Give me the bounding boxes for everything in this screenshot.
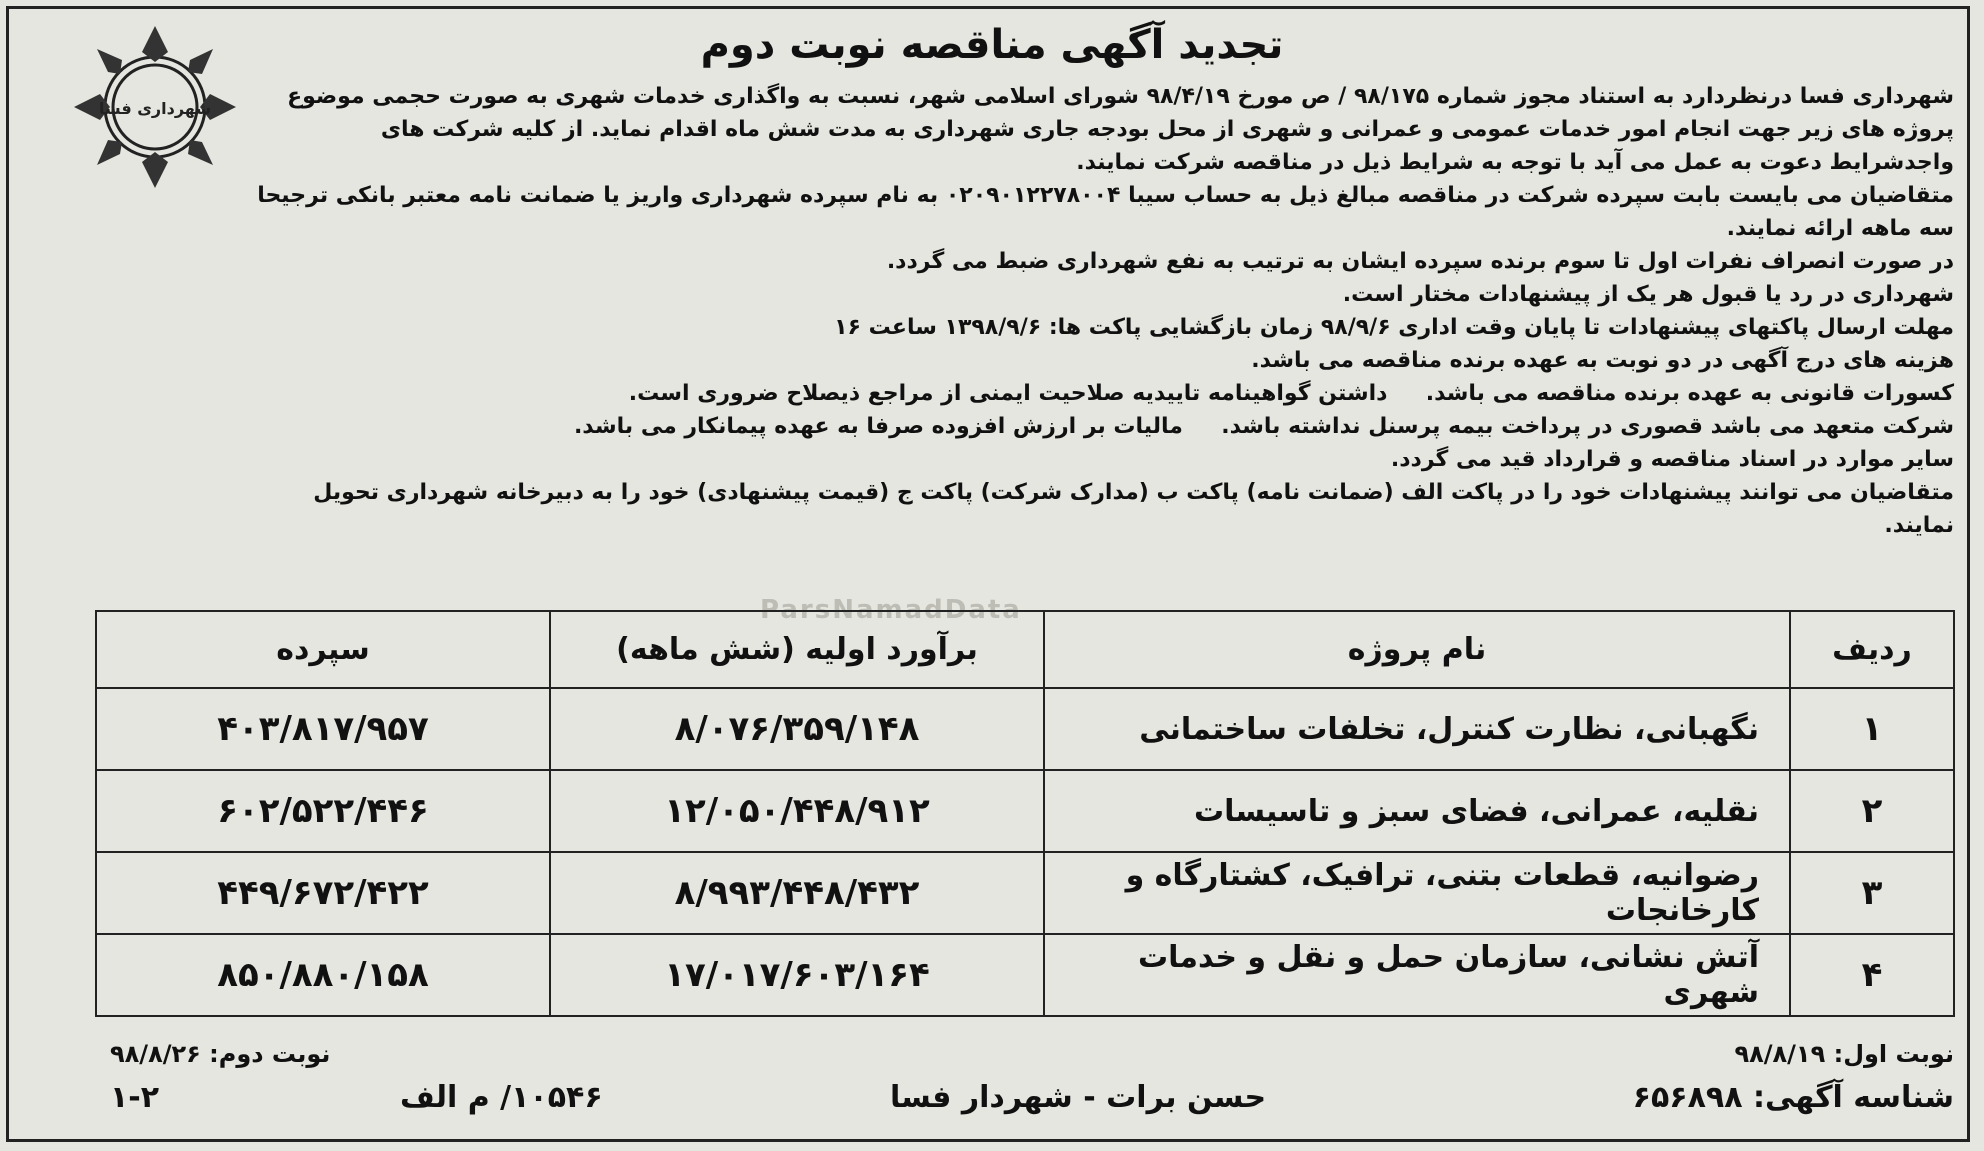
header-index: ردیف — [1790, 611, 1954, 688]
announcement-body — [254, 80, 1954, 542]
row-estimate: ۱۷/۰۱۷/۶۰۳/۱۶۴ — [550, 934, 1044, 1016]
row-estimate: ۸/۹۹۳/۴۴۸/۴۳۲ — [550, 852, 1044, 934]
paragraph-deadline: مهلت ارسال پاکتهای پیشنهادات تا پایان وقت اداری ۹۸/۹/۶ زمان بازگشایی پاکت ها: ۱۳۹۸/۹/۶ ساعت ۱۶ — [834, 315, 1954, 340]
table-row — [96, 934, 1954, 1016]
table-row — [96, 688, 1954, 770]
paragraph-ad-costs: هزینه های درج آگهی در دو نوبت به عهده برنده مناقصه می باشد. — [1251, 348, 1954, 373]
row-index: ۳ — [1790, 852, 1954, 934]
table-row — [96, 852, 1954, 934]
header-estimate: برآورد اولیه (شش ماهه) — [550, 611, 1044, 688]
paragraph-envelopes: متقاضیان می توانند پیشنهادات خود را در پاکت الف (ضمانت نامه) پاکت ب (مدارک شرکت) پاکت ج (قیمت پیشنهادی) خود را به دبیرخانه شهرداری تحویل نمایند. — [313, 480, 1954, 538]
signature: حسن برات - شهردار فسا — [890, 1080, 1267, 1115]
page-title: تجدید آگهی مناقصه نوبت دوم — [700, 22, 1284, 68]
paragraph-insurance: شرکت متعهد می باشد قصوری در پرداخت بیمه پرسنل نداشته باشد. مالیات بر ارزش افزوده صرفا به عهده پیمانکار می باشد. — [573, 414, 1954, 439]
paragraph-other: سایر موارد در اسناد مناقصه و قرارداد قید می گردد. — [1390, 447, 1954, 472]
second-round-date: نوبت دوم: ۹۸/۸/۲۶ — [110, 1040, 331, 1068]
seal-text: شهرداری فسا — [98, 99, 212, 118]
row-deposit: ۶۰۲/۵۲۲/۴۴۶ — [96, 770, 550, 852]
row-deposit: ۸۵۰/۸۸۰/۱۵۸ — [96, 934, 550, 1016]
paragraph-rights: شهرداری در رد یا قبول هر یک از پیشنهادات مختار است. — [1342, 282, 1954, 307]
row-estimate: ۸/۰۷۶/۳۵۹/۱۴۸ — [550, 688, 1044, 770]
table-header-row — [96, 611, 1954, 688]
table-row — [96, 770, 1954, 852]
header-deposit: سپرده — [96, 611, 550, 688]
row-index: ۴ — [1790, 934, 1954, 1016]
row-index: ۲ — [1790, 770, 1954, 852]
row-deposit: ۴۰۳/۸۱۷/۹۵۷ — [96, 688, 550, 770]
paragraph-deductions: کسورات قانونی به عهده برنده مناقصه می باشد. داشتن گواهینامه تاییدیه صلاحیت ایمنی از مراجع ذیصلاح ضروری است. — [628, 381, 1954, 406]
header-project-name: نام پروژه — [1044, 611, 1790, 688]
paragraph-intro: شهرداری فسا درنظردارد به استناد مجوز شماره ۹۸/۱۷۵ / ص مورخ ۹۸/۴/۱۹ شورای اسلامی شهر، نسبت به واگذاری خدمات شهری به صورت حجمی موضوع پروژه های زیر جهت انجام امور خدمات عمومی و عمرانی و شهری از محل بودجه جاری شهرداری به مدت شش ماه اقدام نماید. از کلیه شرکت های واجدشرایط دعوت به عمل می آید با توجه به شرایط ذیل در مناقصه شرکت نمایند. — [287, 84, 1954, 175]
row-index: ۱ — [1790, 688, 1954, 770]
row-deposit: ۴۴۹/۶۷۲/۴۲۲ — [96, 852, 550, 934]
paragraph-deposit: متقاضیان می بایست بابت سپرده شرکت در مناقصه مبالغ ذیل به حساب سیبا ۰۲۰۹۰۱۲۲۷۸۰۰۴ به نام سپرده شهرداری واریز یا ضمانت نامه معتبر بانکی ترجیحا سه ماهه ارائه نمایند. — [257, 183, 1954, 241]
paragraph-withdrawal: در صورت انصراف نفرات اول تا سوم برنده سپرده ایشان به ترتیب به نفع شهرداری ضبط می گردد. — [886, 249, 1954, 274]
ad-id: شناسه آگهی: ۶۵۶۸۹۸ — [1632, 1080, 1954, 1115]
row-project-name: رضوانیه، قطعات بتنی، ترافیک، کشتارگاه و کارخانجات — [1044, 852, 1790, 934]
projects-table — [95, 610, 1955, 1017]
row-project-name: آتش نشانی، سازمان حمل و نقل و خدمات شهری — [1044, 934, 1790, 1016]
first-round-date: نوبت اول: ۹۸/۸/۱۹ — [1734, 1040, 1954, 1068]
row-project-name: نگهبانی، نظارت کنترل، تخلفات ساختمانی — [1044, 688, 1790, 770]
page-number: ۱-۲ — [110, 1080, 160, 1115]
row-estimate: ۱۲/۰۵۰/۴۴۸/۹۱۲ — [550, 770, 1044, 852]
row-project-name: نقلیه، عمرانی، فضای سبز و تاسیسات — [1044, 770, 1790, 852]
reference-number: ۱۰۵۴۶/ م الف — [400, 1080, 603, 1115]
watermark: ParsNamadData — [760, 595, 1022, 625]
